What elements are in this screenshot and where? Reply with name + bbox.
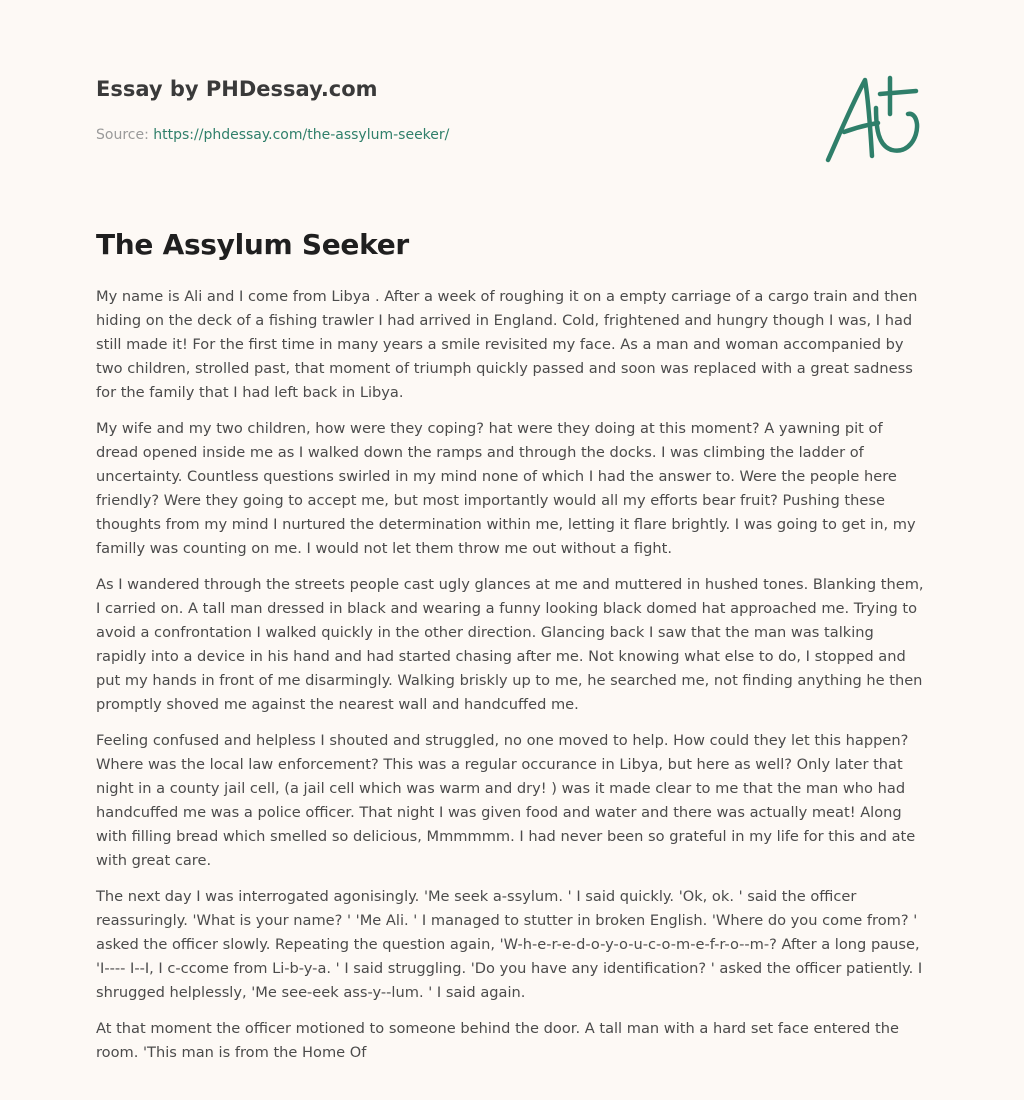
essay-title: The Assylum Seeker (96, 228, 409, 261)
a-plus-logo-icon (820, 68, 930, 168)
source-label: Source: (96, 127, 154, 143)
page-header (96, 74, 928, 145)
essay-paragraph: My name is Ali and I come from Libya . After a week of roughing it on a empty carriage of a cargo train and then hiding on the deck of a fishing trawler I had arrived in England. Cold, frightened and hungry though I was, I had still made it! For the first time in many years a smile revisited my face. As a man and woman accompanied by two children, strolled past, that moment of triumph quickly passed and soon was replaced with a great sadness for the family that I had left back in Libya. (96, 288, 918, 401)
essay-paragraph: As I wandered through the streets people cast ugly glances at me and muttered in hushed tones. Blanking them, I carried on. A tall man dressed in black and wearing a funny looking black domed hat approached me. Trying to avoid a confrontation I walked quickly in the other direction. Glancing back I saw that the man was talking rapidly into a device in his hand and had started chasing after me. Not knowing what else to do, I stopped and put my hands in front of me disarmingly. Walking briskly up to me, he searched me, not finding anything he then promptly shoved me against the nearest wall and handcuffed me. (96, 576, 924, 713)
essay-paragraph: My wife and my two children, how were they coping? hat were they doing at this moment? A yawning pit of dread opened inside me as I walked down the ramps and through the docks. I was climbing the ladder of uncertainty. Countless questions swirled in my mind none of which I had the answer to. Were the people here friendly? Were they going to accept me, but most importantly would all my efforts bear fruit? Pushing these thoughts from my mind I nurtured the determination within me, letting it flare brightly. I was going to get in, my familly was counting on me. I would not let them throw me out without a fight. (96, 420, 916, 557)
essay-paragraph: At that moment the officer motioned to someone behind the door. A tall man with a hard set face entered the room. 'This man is from the Home Of (96, 1020, 899, 1061)
essay-paragraph: The next day I was interrogated agonisingly. 'Me seek a-ssylum. ' I said quickly. 'Ok, ok. ' said the officer reassuringly. 'What is your name? ' 'Me Ali. ' I managed to stutter in broken English. 'Where do you come from? ' asked the officer slowly. Repeating the question again, 'W-h-e-r-e-d-o-y-o-u-c-o-m-e-f-r-o--m-? After a long pause, 'I---- I--I, I c-ccome from Li-b-y-a. ' I said struggling. 'Do you have any identification? ' asked the officer patiently. I shrugged helplessly, 'Me see-eek ass-y--lum. ' I said again. (96, 888, 923, 1001)
essay-paragraph: Feeling confused and helpless I shouted and struggled, no one moved to help. How could they let this happen? Where was the local law enforcement? This was a regular occurance in Libya, but here as well? Only later that night in a county jail cell, (a jail cell which was warm and dry! ) was it made clear to me that the man who had handcuffed me was a police officer. That night I was given food and water and there was actually meat! Along with filling bread which smelled so delicious, Mmmmmm. I had never been so grateful in my life for this and ate with great care. (96, 732, 916, 869)
site-brand: Essay by PHDessay.com (96, 77, 378, 101)
essay-body (96, 285, 928, 1077)
source-link[interactable]: https://phdessay.com/the-assylum-seeker/ (153, 127, 450, 143)
source-line (96, 125, 928, 145)
